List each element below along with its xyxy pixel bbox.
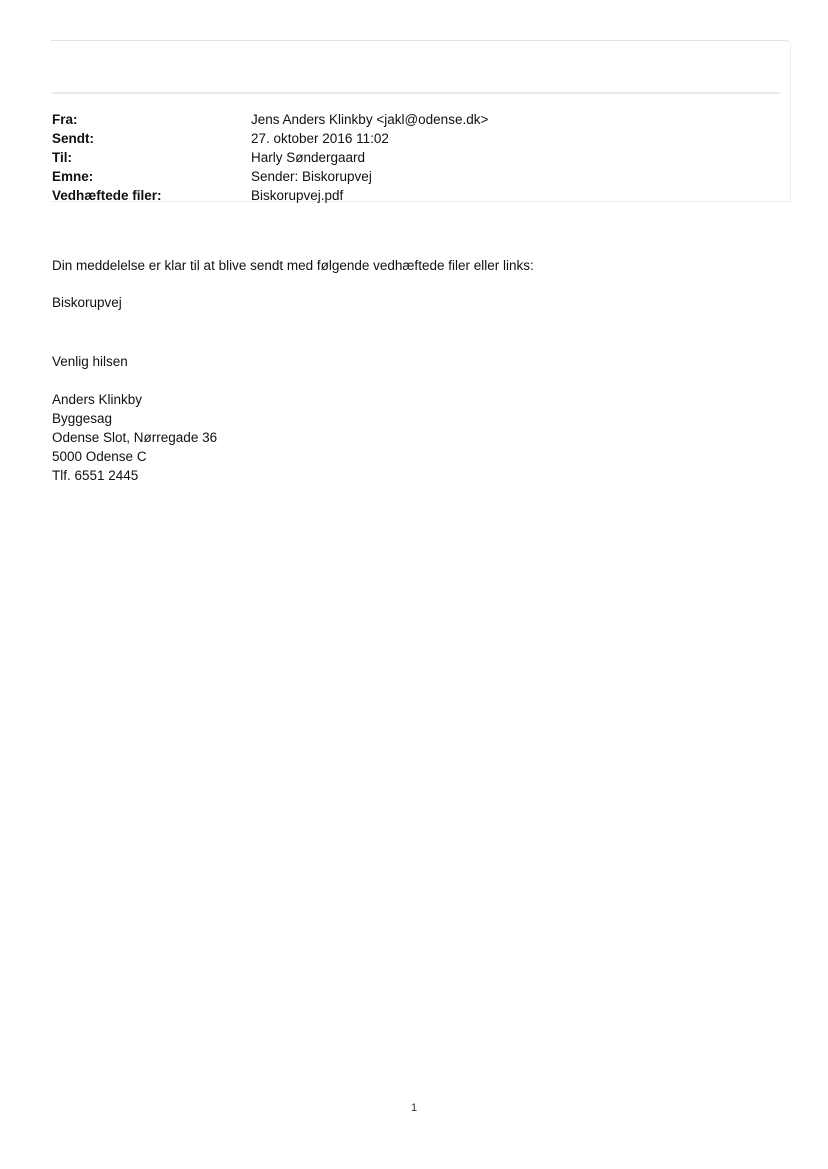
subject-value: Sender: Biskorupvej [251,169,372,184]
signature-department: Byggesag [52,411,113,426]
signature-city: 5000 Odense C [52,449,147,464]
from-value: Jens Anders Klinkby <jakl@odense.dk> [251,112,489,127]
header-row-subject [52,167,488,186]
attachments-label: Vedhæftede filer: [52,188,162,203]
email-body [52,256,534,485]
intro-text: Din meddelelse er klar til at blive sendt med følgende vedhæftede filer eller links: [52,258,534,273]
header-row-to [52,148,488,167]
page-number: 1 [410,1102,418,1114]
subject-label: Emne: [52,169,94,184]
signature-address: Odense Slot, Nørregade 36 [52,430,218,445]
email-header [52,110,488,205]
from-label: Fra: [52,112,78,127]
sent-value: 27. oktober 2016 11:02 [251,131,389,146]
signature-phone: Tlf. 6551 2445 [52,468,139,483]
greeting-text: Venlig hilsen [52,354,128,369]
to-value: Harly Søndergaard [251,150,366,165]
header-row-from [52,110,488,129]
scan-artifact-line [52,92,780,94]
sent-label: Sendt: [52,131,94,146]
header-row-attachments [52,186,488,205]
header-row-sent [52,129,488,148]
signature-block [52,390,534,485]
to-label: Til: [52,150,72,165]
attachment-link: Biskorupvej [52,295,122,310]
signature-name: Anders Klinkby [52,392,143,407]
attachments-value: Biskorupvej.pdf [251,188,344,203]
